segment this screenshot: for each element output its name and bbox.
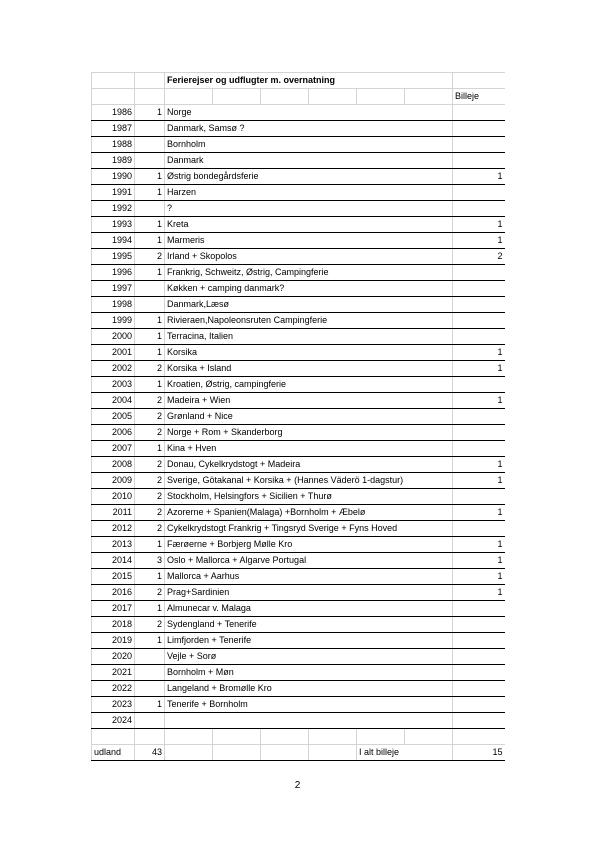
destination-cell: Prag+Sardinien — [165, 585, 453, 601]
year-cell: 2002 — [92, 361, 135, 377]
trip-count-cell: 1 — [135, 313, 165, 329]
year-cell: 1989 — [92, 153, 135, 169]
totals-row — [92, 745, 505, 761]
year-cell: 1993 — [92, 217, 135, 233]
table-row — [92, 233, 505, 249]
destination-cell: Sydengland + Tenerife — [165, 617, 453, 633]
destination-cell: Køkken + camping danmark? — [165, 281, 453, 297]
car-rental-cell: 1 — [453, 361, 505, 377]
car-rental-cell: 1 — [453, 233, 505, 249]
year-cell: 1996 — [92, 265, 135, 281]
car-rental-cell — [453, 521, 505, 537]
table-row — [92, 265, 505, 281]
year-cell: 1988 — [92, 137, 135, 153]
destination-cell: Cykelkrydstogt Frankrig + Tingsryd Sverige + Fyns Hoved — [165, 521, 453, 537]
destination-cell: Oslo + Mallorca + Algarve Portugal — [165, 553, 453, 569]
trip-count-cell: 1 — [135, 233, 165, 249]
car-rental-cell: 2 — [453, 249, 505, 265]
table-row — [92, 697, 505, 713]
trip-count-cell: 2 — [135, 409, 165, 425]
table-row — [92, 169, 505, 185]
table-row — [92, 297, 505, 313]
trip-count-cell: 2 — [135, 393, 165, 409]
trip-count-cell: 2 — [135, 521, 165, 537]
year-cell: 2019 — [92, 633, 135, 649]
trip-count-cell — [135, 297, 165, 313]
trip-count-cell: 2 — [135, 361, 165, 377]
trip-count-cell: 1 — [135, 105, 165, 121]
year-cell: 2016 — [92, 585, 135, 601]
table-row — [92, 281, 505, 297]
destination-cell: Danmark, Samsø ? — [165, 121, 453, 137]
year-cell: 1990 — [92, 169, 135, 185]
destination-cell: Harzen — [165, 185, 453, 201]
trip-count-cell: 3 — [135, 553, 165, 569]
trip-count-cell: 1 — [135, 569, 165, 585]
trip-count-cell — [135, 137, 165, 153]
year-cell: 1997 — [92, 281, 135, 297]
trip-count-cell — [135, 681, 165, 697]
trip-count-cell — [135, 201, 165, 217]
car-rental-cell — [453, 441, 505, 457]
table-row — [92, 617, 505, 633]
car-rental-cell: 1 — [453, 169, 505, 185]
car-rental-cell: 1 — [453, 473, 505, 489]
year-cell: 2004 — [92, 393, 135, 409]
year-cell: 2008 — [92, 457, 135, 473]
trip-count-cell — [135, 649, 165, 665]
destination-cell: Irland + Skopolos — [165, 249, 453, 265]
destination-cell: Vejle + Sorø — [165, 649, 453, 665]
destination-cell: Bornholm + Møn — [165, 665, 453, 681]
table-row — [92, 393, 505, 409]
trip-count-cell: 1 — [135, 697, 165, 713]
table-row — [92, 105, 505, 121]
trip-count-cell: 2 — [135, 489, 165, 505]
year-cell: 1999 — [92, 313, 135, 329]
table-row — [92, 121, 505, 137]
car-rental-cell — [453, 697, 505, 713]
table-row — [92, 633, 505, 649]
trip-count-cell: 2 — [135, 617, 165, 633]
year-cell: 2021 — [92, 665, 135, 681]
year-cell: 1987 — [92, 121, 135, 137]
car-rental-cell — [453, 665, 505, 681]
table-row — [92, 137, 505, 153]
car-rental-cell: 1 — [453, 585, 505, 601]
page-number: 2 — [294, 780, 301, 791]
table-row — [92, 457, 505, 473]
table-row — [92, 665, 505, 681]
destination-cell: Kroatien, Østrig, campingferie — [165, 377, 453, 393]
destination-cell — [165, 713, 453, 729]
trip-count-cell — [135, 153, 165, 169]
car-rental-cell — [453, 153, 505, 169]
car-rental-cell: 1 — [453, 345, 505, 361]
table-row — [92, 217, 505, 233]
table-row — [92, 345, 505, 361]
destination-cell: Mallorca + Aarhus — [165, 569, 453, 585]
trip-count-cell: 1 — [135, 601, 165, 617]
destination-cell: Azorerne + Spanien(Malaga) +Bornholm + Æbelø — [165, 505, 453, 521]
car-rental-cell — [453, 329, 505, 345]
year-cell: 2022 — [92, 681, 135, 697]
car-rental-cell — [453, 313, 505, 329]
billeje-total: 15 — [453, 745, 505, 761]
year-cell: 2023 — [92, 697, 135, 713]
table-row — [92, 569, 505, 585]
car-rental-cell — [453, 489, 505, 505]
year-cell: 1998 — [92, 297, 135, 313]
trip-count-cell: 1 — [135, 169, 165, 185]
table-row — [92, 201, 505, 217]
car-rental-cell — [453, 201, 505, 217]
destination-cell: Danmark,Læsø — [165, 297, 453, 313]
trip-count-cell: 2 — [135, 473, 165, 489]
destination-cell: Almunecar v. Malaga — [165, 601, 453, 617]
destination-cell: Grønland + Nice — [165, 409, 453, 425]
year-cell: 2006 — [92, 425, 135, 441]
udland-label: udland — [92, 745, 135, 761]
destination-cell: Sverige, Götakanal + Korsika + (Hannes Väderö 1-dagstur) — [165, 473, 453, 489]
sheet-title: Ferierejser og udflugter m. overnatning — [165, 73, 453, 89]
car-rental-cell — [453, 713, 505, 729]
destination-cell: ? — [165, 201, 453, 217]
year-cell: 1995 — [92, 249, 135, 265]
table-row — [92, 361, 505, 377]
table-row — [92, 601, 505, 617]
table-row — [92, 441, 505, 457]
destination-cell: Rivieraen,Napoleonsruten Campingferie — [165, 313, 453, 329]
spacer-row — [92, 729, 505, 745]
table-row — [92, 153, 505, 169]
year-cell: 1992 — [92, 201, 135, 217]
title-row — [92, 73, 505, 89]
trip-count-cell: 2 — [135, 249, 165, 265]
destination-cell: Donau, Cykelkrydstogt + Madeira — [165, 457, 453, 473]
car-rental-cell — [453, 121, 505, 137]
destination-cell: Østrig bondegårdsferie — [165, 169, 453, 185]
destination-cell: Marmeris — [165, 233, 453, 249]
table-row — [92, 185, 505, 201]
table-row — [92, 313, 505, 329]
table-row — [92, 585, 505, 601]
year-cell: 2011 — [92, 505, 135, 521]
year-cell: 2024 — [92, 713, 135, 729]
table-row — [92, 537, 505, 553]
trip-count-cell: 2 — [135, 457, 165, 473]
trip-count-cell — [135, 713, 165, 729]
trip-count-cell: 1 — [135, 441, 165, 457]
table-row — [92, 489, 505, 505]
car-rental-cell: 1 — [453, 505, 505, 521]
car-rental-cell — [453, 281, 505, 297]
destination-cell: Danmark — [165, 153, 453, 169]
table-row — [92, 713, 505, 729]
year-cell: 2017 — [92, 601, 135, 617]
table-row — [92, 473, 505, 489]
car-rental-cell — [453, 265, 505, 281]
trip-count-cell: 1 — [135, 329, 165, 345]
destination-cell: Langeland + Bromølle Kro — [165, 681, 453, 697]
car-rental-cell: 1 — [453, 569, 505, 585]
trip-count-cell: 1 — [135, 185, 165, 201]
year-cell: 2014 — [92, 553, 135, 569]
car-rental-cell — [453, 409, 505, 425]
header-row — [92, 89, 505, 105]
destination-cell: Bornholm — [165, 137, 453, 153]
car-rental-cell — [453, 617, 505, 633]
trip-count-cell: 1 — [135, 377, 165, 393]
table-row — [92, 521, 505, 537]
destination-cell: Frankrig, Schweitz, Østrig, Campingferie — [165, 265, 453, 281]
table-row — [92, 505, 505, 521]
car-rental-cell: 1 — [453, 537, 505, 553]
table-row — [92, 553, 505, 569]
trip-count-cell: 1 — [135, 265, 165, 281]
destination-cell: Terracina, Italien — [165, 329, 453, 345]
destination-cell: Stockholm, Helsingfors + Sicilien + Thurø — [165, 489, 453, 505]
destination-cell: Færøerne + Borbjerg Mølle Kro — [165, 537, 453, 553]
car-rental-cell — [453, 297, 505, 313]
year-cell: 2001 — [92, 345, 135, 361]
car-rental-cell — [453, 137, 505, 153]
table-row — [92, 249, 505, 265]
year-cell: 2013 — [92, 537, 135, 553]
destination-cell: Limfjorden + Tenerife — [165, 633, 453, 649]
year-cell: 2005 — [92, 409, 135, 425]
destination-cell: Madeira + Wien — [165, 393, 453, 409]
year-cell: 2000 — [92, 329, 135, 345]
car-rental-cell — [453, 681, 505, 697]
year-cell: 2010 — [92, 489, 135, 505]
travel-table — [91, 72, 505, 761]
table-row — [92, 409, 505, 425]
car-rental-cell — [453, 601, 505, 617]
car-rental-cell — [453, 649, 505, 665]
table-row — [92, 649, 505, 665]
year-cell: 2015 — [92, 569, 135, 585]
car-rental-cell: 1 — [453, 393, 505, 409]
year-cell: 2012 — [92, 521, 135, 537]
car-rental-cell — [453, 633, 505, 649]
trip-count-cell — [135, 665, 165, 681]
year-cell: 2009 — [92, 473, 135, 489]
billeje-header: Billeje — [453, 89, 505, 105]
trip-count-cell: 2 — [135, 425, 165, 441]
trip-count-cell: 2 — [135, 505, 165, 521]
year-cell: 1991 — [92, 185, 135, 201]
destination-cell: Korsika + Island — [165, 361, 453, 377]
year-cell: 1994 — [92, 233, 135, 249]
trip-count-cell — [135, 281, 165, 297]
year-cell: 1986 — [92, 105, 135, 121]
car-rental-cell — [453, 185, 505, 201]
year-cell: 2020 — [92, 649, 135, 665]
destination-cell: Kreta — [165, 217, 453, 233]
car-rental-cell — [453, 425, 505, 441]
car-rental-cell: 1 — [453, 217, 505, 233]
trip-count-cell: 1 — [135, 633, 165, 649]
trip-count-cell: 2 — [135, 585, 165, 601]
destination-cell: Korsika — [165, 345, 453, 361]
year-cell: 2018 — [92, 617, 135, 633]
trip-count-cell: 1 — [135, 537, 165, 553]
car-rental-cell — [453, 105, 505, 121]
car-rental-cell — [453, 377, 505, 393]
trip-count-cell — [135, 121, 165, 137]
trip-count-cell: 1 — [135, 345, 165, 361]
billeje-total-label: I alt billeje — [357, 745, 453, 761]
car-rental-cell: 1 — [453, 553, 505, 569]
table-row — [92, 425, 505, 441]
table-row — [92, 377, 505, 393]
destination-cell: Norge — [165, 105, 453, 121]
table-row — [92, 681, 505, 697]
year-cell: 2003 — [92, 377, 135, 393]
trip-count-cell: 1 — [135, 217, 165, 233]
destination-cell: Tenerife + Bornholm — [165, 697, 453, 713]
trip-total: 43 — [135, 745, 165, 761]
table-row — [92, 329, 505, 345]
year-cell: 2007 — [92, 441, 135, 457]
destination-cell: Kina + Hven — [165, 441, 453, 457]
car-rental-cell: 1 — [453, 457, 505, 473]
destination-cell: Norge + Rom + Skanderborg — [165, 425, 453, 441]
